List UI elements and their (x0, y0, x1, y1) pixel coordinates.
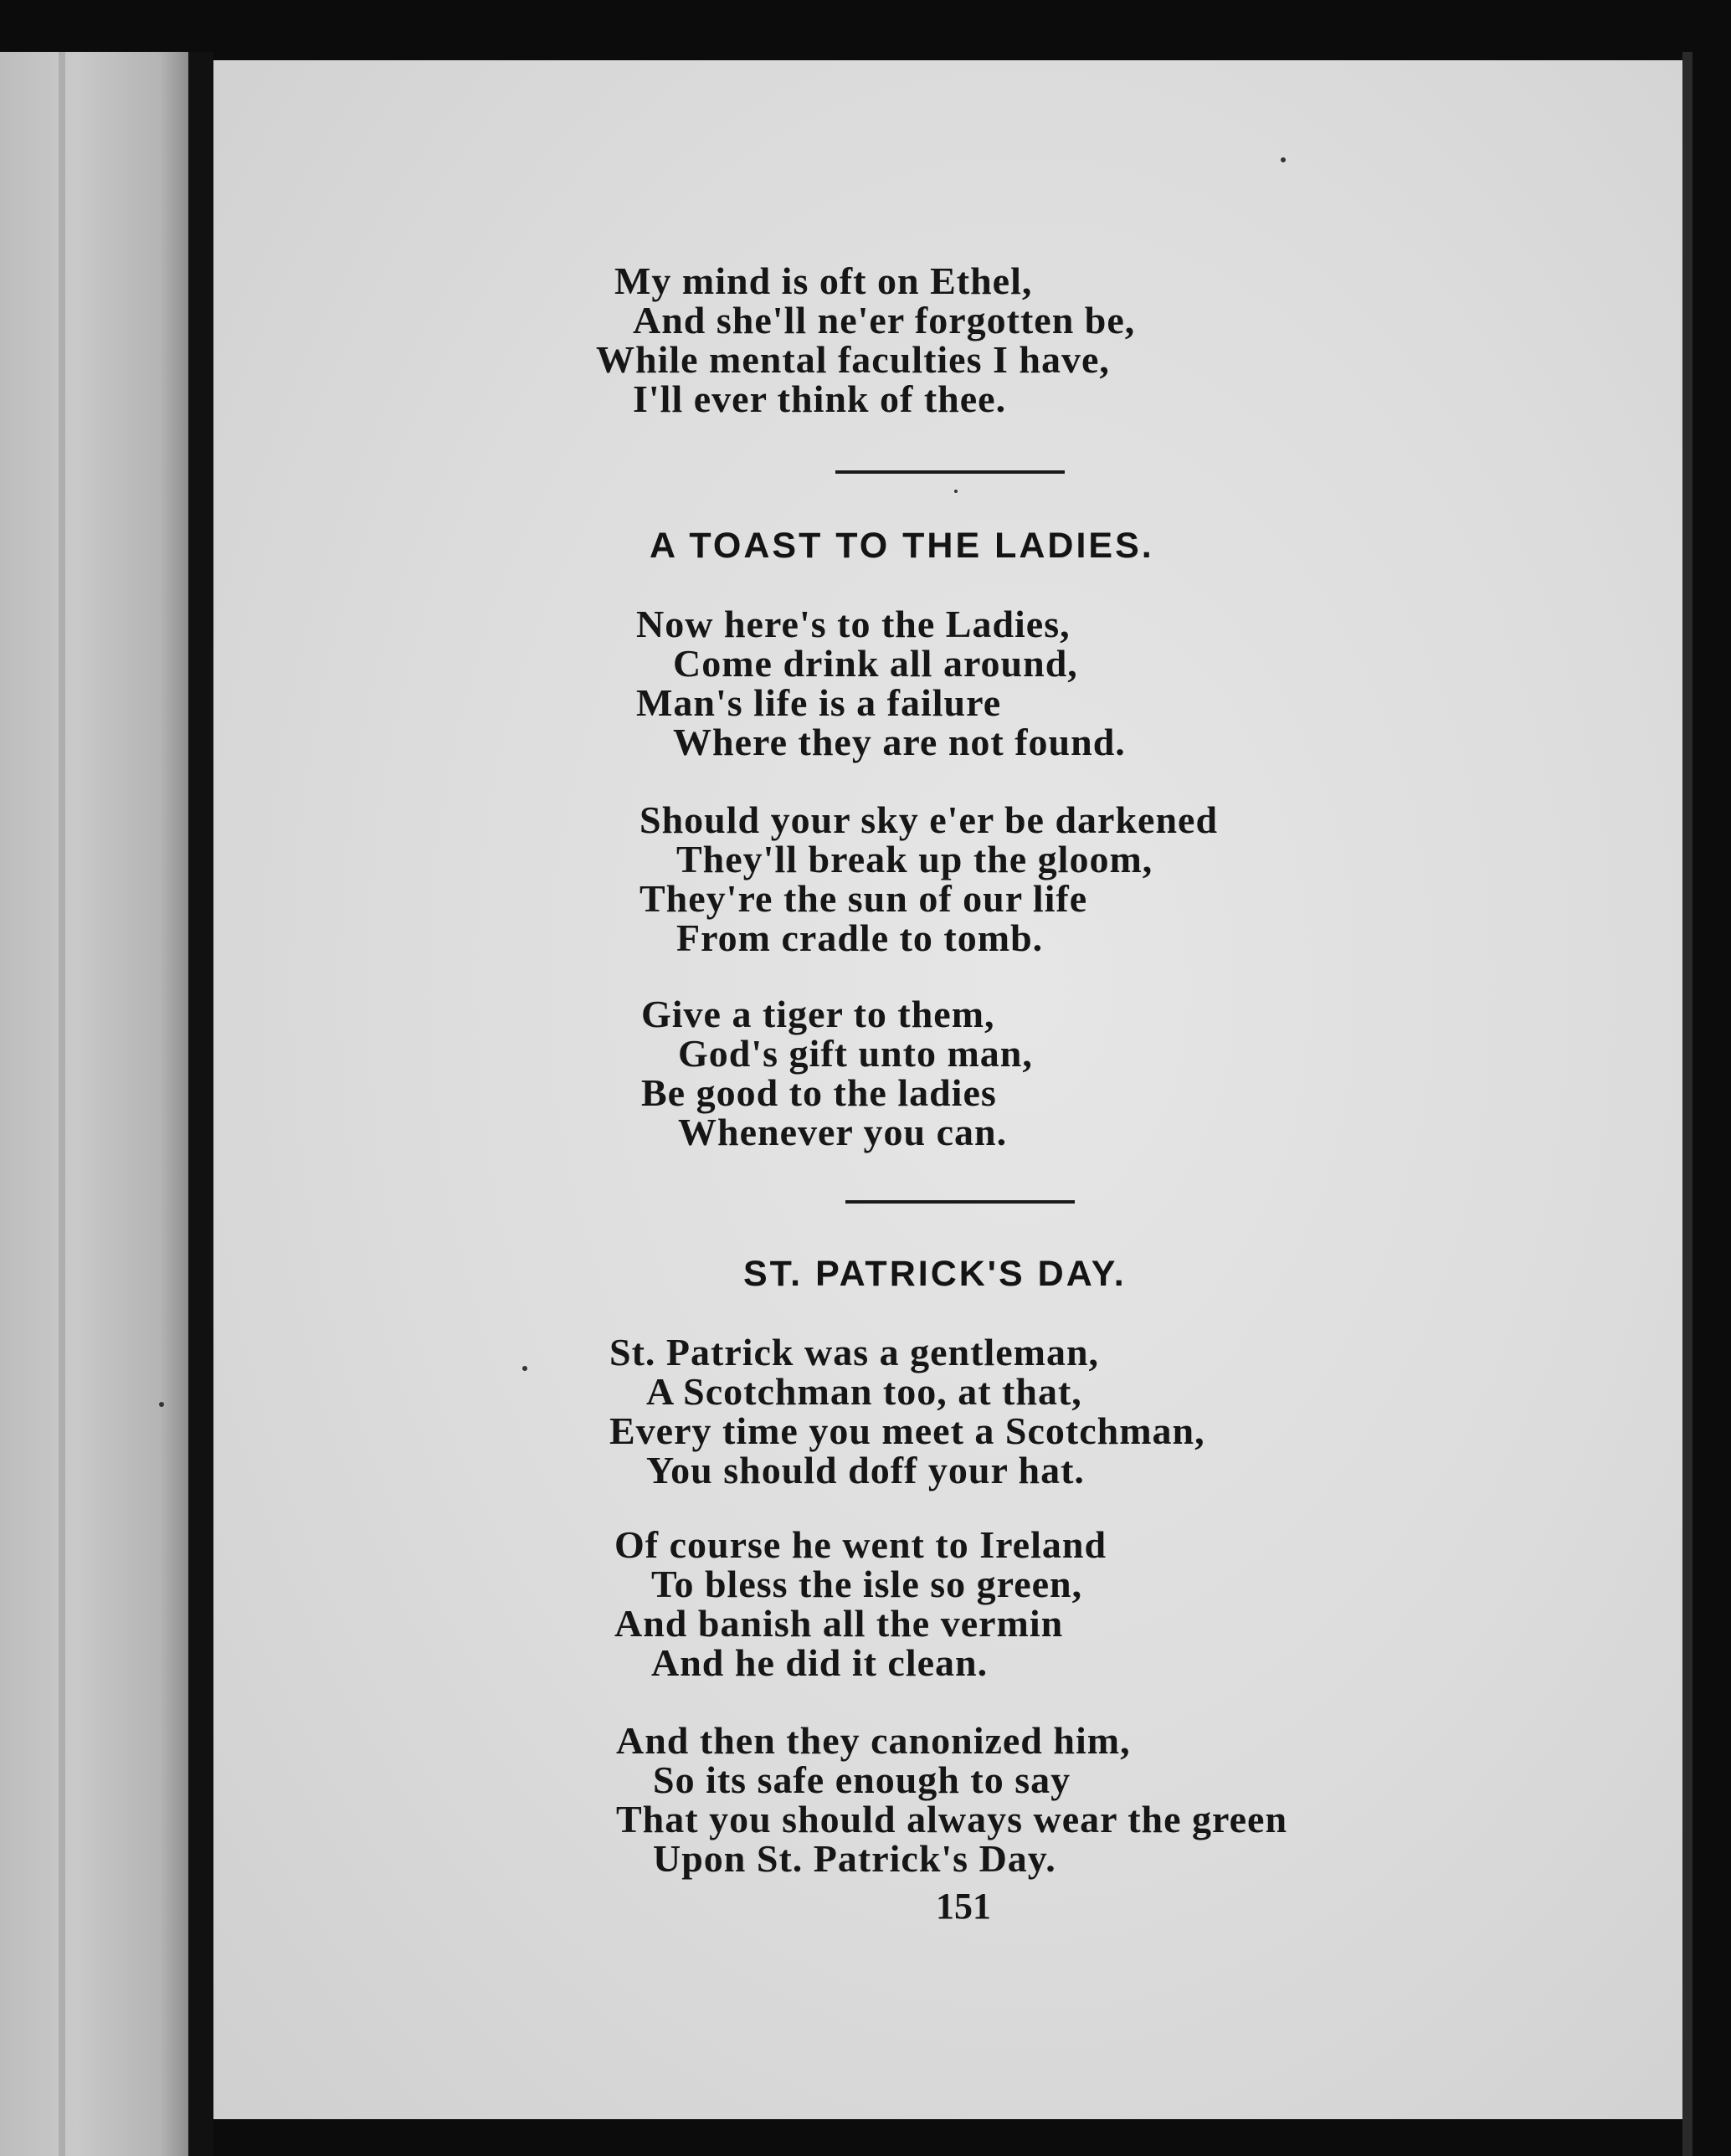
verse-line: From cradle to tomb. (676, 916, 1044, 959)
verse-line: Every time you meet a Scotchman, (609, 1409, 1205, 1452)
poem-title-toast: A TOAST TO THE LADIES. (650, 526, 1154, 566)
verse-line: Should your sky e'er be darkened (639, 798, 1219, 841)
verse-line: Be good to the ladies (641, 1071, 997, 1114)
verse-line: God's gift unto man, (678, 1032, 1033, 1075)
verse-line: And he did it clean. (651, 1641, 989, 1684)
verse-line: That you should always wear the green (616, 1798, 1288, 1840)
verse-line: They'll break up the gloom, (676, 838, 1153, 880)
toast-stanza-2 (639, 800, 1218, 957)
verse-line: My mind is oft on Ethel, (614, 259, 1033, 302)
verse-line: To bless the isle so green, (651, 1563, 1083, 1605)
scan-speck (954, 490, 958, 493)
page-number: 151 (936, 1886, 991, 1927)
verse-line: You should doff your hat. (646, 1449, 1085, 1491)
previous-page-edge (0, 52, 188, 2156)
verse-line: St. Patrick was a gentleman, (609, 1331, 1100, 1373)
verse-line: Where they are not found. (673, 721, 1126, 763)
verse-line: And then they canonized him, (616, 1719, 1131, 1762)
verse-line: Whenever you can. (678, 1111, 1008, 1153)
verse-line: Upon St. Patrick's Day. (653, 1837, 1056, 1880)
section-divider (835, 470, 1065, 474)
page-right-edge (1682, 52, 1692, 2156)
verse-line: They're the sun of our life (639, 877, 1088, 920)
verse-line: Man's life is a failure (636, 681, 1002, 724)
scan-speck (1281, 157, 1286, 162)
verse-line: Come drink all around, (673, 642, 1078, 685)
section-divider (845, 1200, 1075, 1204)
verse-line: While mental faculties I have, (596, 338, 1110, 381)
verse-line: Now here's to the Ladies, (636, 603, 1071, 645)
verse-line: Give a tiger to them, (641, 993, 995, 1035)
verse-line: So its safe enough to say (653, 1758, 1071, 1801)
poem-title-patrick: ST. PATRICK'S DAY. (743, 1254, 1127, 1294)
toast-stanza-3 (641, 994, 1033, 1152)
verse-line: And banish all the vermin (614, 1602, 1064, 1645)
patrick-stanza-1 (609, 1332, 1205, 1490)
verse-line: I'll ever think of thee. (633, 377, 1007, 420)
verse-line: And she'll ne'er forgotten be, (633, 299, 1136, 341)
ethel-stanza (596, 261, 1135, 418)
scan-speck (159, 1402, 164, 1407)
verse-line: A Scotchman too, at that, (646, 1370, 1082, 1413)
book-gutter (188, 52, 213, 2156)
verse-line: Of course he went to Ireland (614, 1523, 1107, 1566)
patrick-stanza-2 (614, 1525, 1107, 1682)
patrick-stanza-3 (616, 1721, 1287, 1878)
scan-speck (522, 1366, 527, 1371)
toast-stanza-1 (636, 604, 1126, 762)
